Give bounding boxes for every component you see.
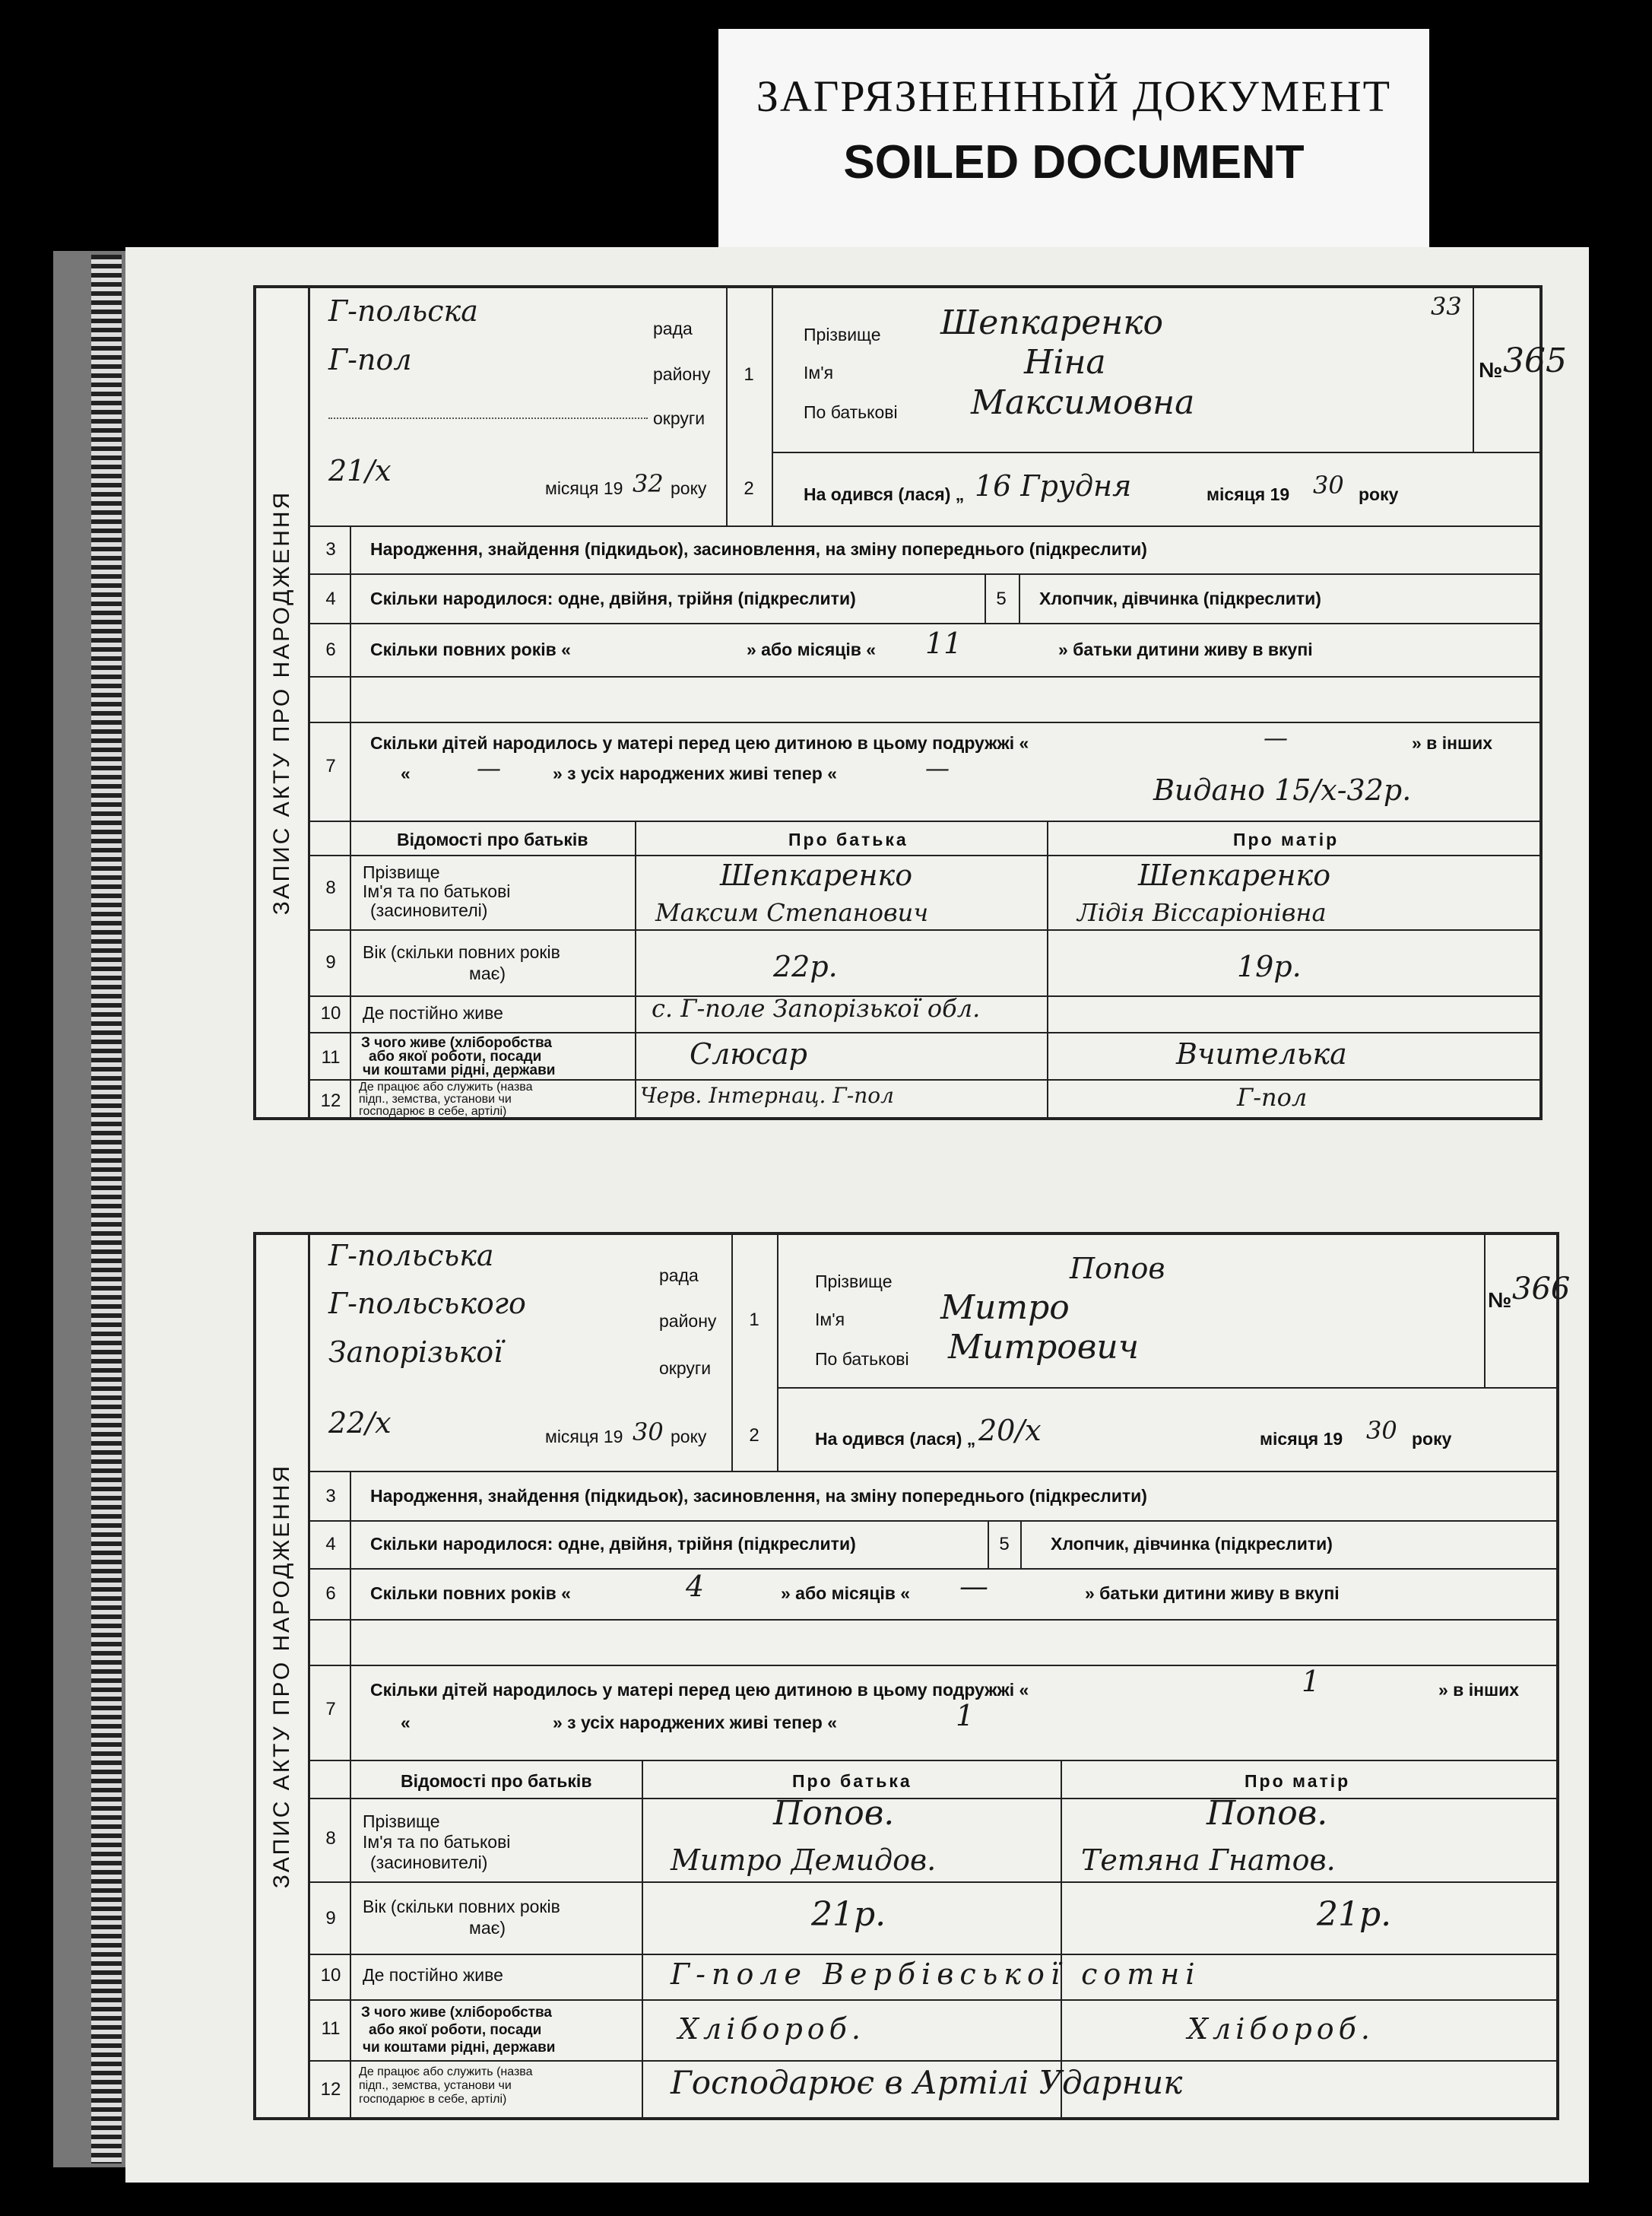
months-together-value: — (959, 1570, 988, 1603)
mother-occupation: Хлібороб. (1187, 2012, 1375, 2046)
row12-c: господарює в себе, артілі) (359, 2093, 507, 2106)
row-num-12: 12 (320, 1091, 341, 1111)
patronymic-value: Максимовна (971, 383, 1195, 422)
mother-header: Про матір (1245, 1771, 1351, 1791)
birth-month-label: місяця 19 (1260, 1429, 1343, 1449)
row12-a: Де працює або служить (назва (359, 2065, 533, 2078)
rada-label: рада (659, 1265, 699, 1285)
father-name: Максим Степанович (655, 898, 929, 927)
workplace: Господарює в Артілі Ударник (671, 2064, 1183, 2101)
row9-a: Вік (скільки повних років (363, 1897, 560, 1916)
father-surname: Попов. (773, 1794, 895, 1833)
name-value: Ніна (1024, 343, 1106, 382)
row6-months-label: » або місяців « (747, 640, 877, 659)
row5-text: Хлопчик, дівчинка (підкреслити) (1039, 589, 1321, 608)
row11-a: З чого живе (хліборобства (361, 1035, 552, 1051)
birth-month-label: місяця 19 (1206, 484, 1290, 504)
row11-b: або якої роботи, посади (369, 2022, 542, 2038)
row-num-8: 8 (325, 1828, 336, 1849)
father-occupation: Хлібороб. (678, 2012, 865, 2046)
father-surname: Шепкаренко (720, 859, 913, 892)
page-mark: 33 (1431, 292, 1462, 321)
parents-header: Відомості про батьків (401, 1771, 592, 1791)
row10-label: Де постійно живе (363, 1965, 503, 1985)
row7-alive-label: » з усіх народжених живі тепер « (553, 764, 838, 783)
soiled-document-label (718, 29, 1429, 249)
birth-year-value: 30 (1313, 471, 1344, 500)
row9-a: Вік (скільки повних років (363, 942, 560, 962)
birth-year-value: 30 (1366, 1416, 1397, 1445)
issued-note: Видано 15/х-32р. (1153, 773, 1412, 807)
record-number: 365 (1503, 341, 1567, 380)
name-label: Ім'я (804, 363, 834, 383)
birth-roku-label: року (1359, 484, 1399, 504)
children-other-value: — (477, 754, 501, 783)
row-num-5: 5 (999, 1534, 1010, 1554)
birth-label: На одився (лася) „ (815, 1429, 976, 1449)
okrugy-label: округи (659, 1358, 712, 1378)
row-num-9: 9 (325, 1908, 336, 1929)
row7-line1: Скільки дітей народилось у матері перед цею дитиною в цьому подружжі « (370, 1680, 1029, 1700)
row10-label: Де постійно живе (363, 1003, 503, 1023)
father-name: Митро Демидов. (671, 1843, 937, 1877)
raion-value: Г-пол (328, 343, 412, 376)
row11-b: або якої роботи, посади (369, 1049, 542, 1065)
row6-tail-label: » батьки дитини живу в вкупі (1085, 1583, 1340, 1603)
row8-name: Ім'я та по батькові (363, 1832, 511, 1852)
row12-b: підп., земства, установи чи (359, 2079, 512, 2092)
row-num-9: 9 (325, 952, 336, 973)
roku-label: року (671, 478, 707, 498)
row8-surname: Прізвище (363, 1811, 440, 1831)
mother-surname: Шепкаренко (1138, 859, 1331, 892)
rada-value: Г-польська (328, 1239, 494, 1272)
row6-years-label: Скільки повних років « (370, 640, 571, 659)
birth-day-value: 16 Грудня (975, 469, 1132, 503)
row-num-1: 1 (744, 364, 754, 385)
row11-c: чи коштами рідні, держави (363, 2040, 556, 2056)
row-num-11: 11 (321, 2018, 341, 2039)
row-num-12: 12 (320, 2079, 341, 2100)
row-num-4: 4 (325, 1534, 336, 1554)
row11-c: чи коштами рідні, держави (363, 1062, 556, 1078)
number-sign: № (1479, 358, 1503, 382)
okruga-value: Запорізької (328, 1335, 503, 1369)
mother-occupation: Вчителька (1176, 1037, 1347, 1071)
row4-text: Скільки народилося: одне, двійня, трійня (підкреслити) (370, 589, 856, 608)
record-side-title: ЗАПИС АКТУ ПРО НАРОДЖЕННЯ (256, 1235, 310, 2117)
patronymic-label: По батькові (815, 1349, 909, 1369)
mother-surname: Попов. (1206, 1794, 1328, 1833)
raion-value: Г-польського (328, 1287, 526, 1320)
rada-value: Г-польска (328, 294, 478, 328)
registration-day: 21/х (328, 454, 392, 487)
row-num-4: 4 (325, 589, 336, 609)
birth-record-365 (253, 285, 1567, 1120)
birth-day-value: 20/х (978, 1414, 1042, 1447)
children-before-value: — (1264, 723, 1288, 752)
mother-name: Лідія Віссаріонівна (1077, 898, 1327, 927)
residence: с. Г-поле Запорізької обл. (652, 994, 981, 1023)
years-together-value: 4 (686, 1570, 705, 1603)
row8-adopt: (засиновителі) (370, 900, 488, 920)
row8-adopt: (засиновителі) (370, 1852, 488, 1872)
row7-alive-label: » з усіх народжених живі тепер « (553, 1713, 838, 1732)
row6-tail-label: » батьки дитини живу в вкупі (1058, 640, 1313, 659)
mother-header: Про матір (1233, 830, 1340, 849)
father-occupation: Слюсар (690, 1037, 807, 1071)
father-header: Про батька (792, 1771, 912, 1791)
registration-year: 30 (633, 1418, 664, 1446)
misiatsia-label: місяця 19 (545, 1427, 623, 1446)
row-num-11: 11 (321, 1047, 341, 1068)
roku-label: року (671, 1427, 707, 1446)
row-num-2: 2 (749, 1425, 759, 1446)
patronymic-value: Митрович (948, 1328, 1140, 1367)
mother-name: Тетяна Гнатов. (1081, 1843, 1336, 1877)
row7-others-label: » в інших (1438, 1680, 1520, 1700)
label-english: SOILED DOCUMENT (843, 136, 1305, 189)
register-page (125, 247, 1589, 2183)
surname-label: Прізвище (815, 1272, 893, 1291)
surname-label: Прізвище (804, 325, 881, 344)
row8-name: Ім'я та по батькові (363, 881, 511, 901)
children-alive-value: — (925, 754, 950, 783)
row6-months-label: » або місяців « (781, 1583, 911, 1603)
row-num-5: 5 (996, 589, 1007, 609)
father-age: 21р. (811, 1895, 886, 1934)
row-num-3: 3 (325, 1486, 336, 1506)
mother-age: 19р. (1237, 950, 1302, 983)
row3-text: Народження, знайдення (підкидьок), засиновлення, на зміну попереднього (підкреслити) (370, 539, 1147, 559)
label-russian: ЗАГРЯЗНЕННЫЙ ДОКУМЕНТ (756, 71, 1392, 121)
patronymic-label: По батькові (804, 402, 898, 422)
row7-others-label: » в інших (1412, 733, 1493, 753)
row12-c: господарює в себе, артілі) (359, 1105, 507, 1118)
surname-value: Шепкаренко (940, 303, 1164, 342)
row-num-3: 3 (325, 539, 336, 560)
number-sign: № (1488, 1288, 1512, 1312)
surname-value: Попов (1070, 1252, 1165, 1285)
birth-record-366 (253, 1232, 1571, 2120)
raion-label: району (659, 1311, 717, 1331)
misiatsia-label: місяця 19 (545, 478, 623, 498)
row9-b: має) (469, 1918, 506, 1938)
row-num-6: 6 (325, 1583, 336, 1604)
children-before-value: 1 (1302, 1665, 1321, 1698)
row-num-7: 7 (325, 756, 336, 776)
father-age: 22р. (773, 950, 838, 983)
record-number: 366 (1512, 1272, 1571, 1306)
registration-day: 22/х (328, 1406, 392, 1440)
name-label: Ім'я (815, 1310, 845, 1329)
row8-surname: Прізвище (363, 862, 440, 882)
row7-open-quote: « (401, 1713, 411, 1732)
mother-workplace: Г-пол (1237, 1083, 1308, 1112)
row-num-10: 10 (320, 1003, 341, 1024)
registration-year: 32 (633, 469, 664, 498)
raion-label: району (653, 364, 711, 384)
row-num-6: 6 (325, 640, 336, 660)
rada-label: рада (653, 319, 693, 338)
name-value: Митро (940, 1288, 1070, 1327)
row-num-8: 8 (325, 878, 336, 898)
father-workplace: Черв. Інтернац. Г-пол (640, 1083, 894, 1108)
birth-roku-label: року (1412, 1429, 1452, 1449)
father-header: Про батька (788, 830, 908, 849)
mother-age: 21р. (1317, 1895, 1392, 1934)
row12-b: підп., земства, установи чи (359, 1093, 512, 1106)
row7-open-quote: « (401, 764, 411, 783)
row-num-10: 10 (320, 1965, 341, 1986)
residence: Г-поле Вербівської сотні (671, 1957, 1201, 1991)
row9-b: має) (469, 964, 506, 983)
row-num-2: 2 (744, 478, 754, 499)
row7-line1: Скільки дітей народилось у матері перед цею дитиною в цьому подружжі « (370, 733, 1029, 753)
row4-text: Скільки народилося: одне, двійня, трійня (підкреслити) (370, 1534, 856, 1554)
months-together-value: 11 (925, 627, 962, 660)
row5-text: Хлопчик, дівчинка (підкреслити) (1051, 1534, 1333, 1554)
row3-text: Народження, знайдення (підкидьок), засиновлення, на зміну попереднього (підкреслити) (370, 1486, 1147, 1506)
binding-strip (91, 255, 122, 2164)
children-alive-value: 1 (956, 1699, 975, 1732)
row11-a: З чого живе (хліборобства (361, 2005, 552, 2021)
row-num-7: 7 (325, 1699, 336, 1719)
birth-label: На одився (лася) „ (804, 484, 965, 504)
parents-header: Відомості про батьків (397, 830, 588, 849)
row-num-1: 1 (749, 1310, 759, 1330)
row12-a: Де працює або служить (назва (359, 1081, 533, 1094)
row6-years-label: Скільки повних років « (370, 1583, 571, 1603)
okrugy-label: округи (653, 408, 706, 428)
record-side-title: ЗАПИС АКТУ ПРО НАРОДЖЕННЯ (256, 288, 310, 1117)
